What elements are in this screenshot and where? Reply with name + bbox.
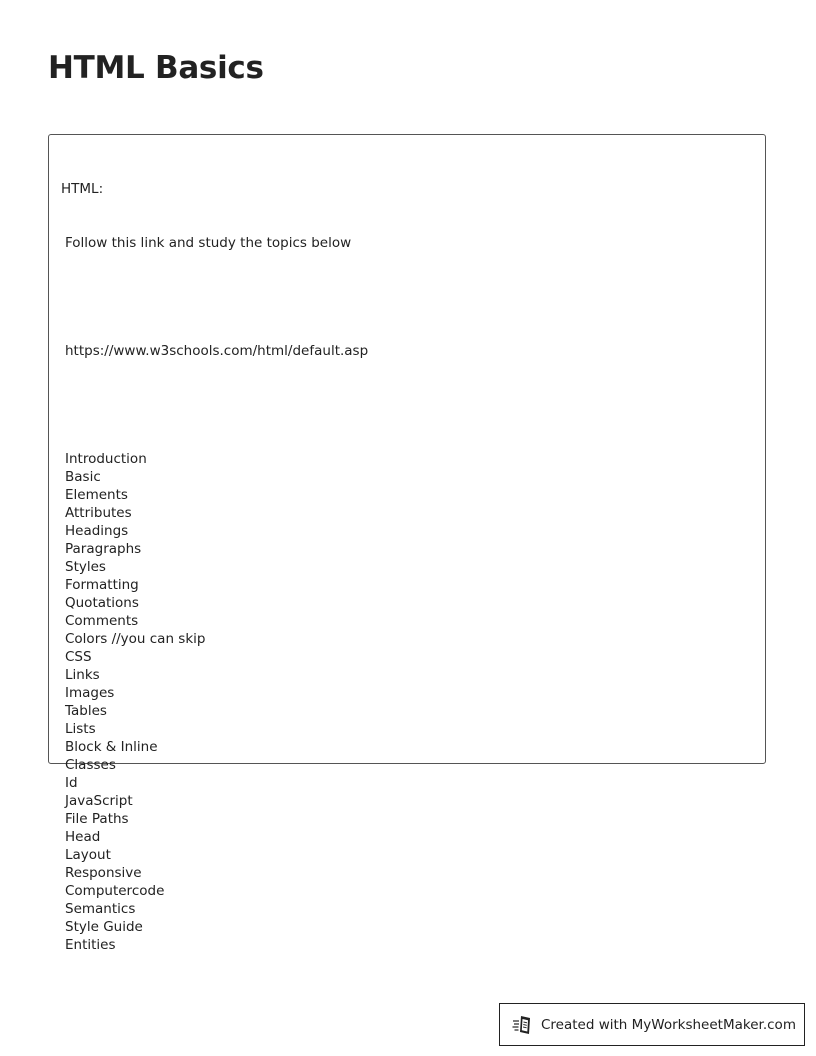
topic-item: Tables	[65, 703, 107, 719]
spacer	[61, 288, 755, 306]
topic-item: Style Guide	[65, 919, 143, 935]
box-content	[61, 144, 755, 990]
study-link[interactable]: https://www.w3schools.com/html/default.asp	[65, 343, 369, 359]
topic-list	[61, 450, 755, 954]
topic-item: Computercode	[65, 883, 165, 899]
topic-item: Basic	[65, 469, 101, 485]
topic-item: Styles	[65, 559, 106, 575]
page-title: HTML Basics	[48, 50, 264, 86]
topic-item: Paragraphs	[65, 541, 142, 557]
footer-badge	[499, 1003, 805, 1046]
topic-item: Elements	[65, 487, 128, 503]
topic-item: Attributes	[65, 505, 132, 521]
topic-item: Responsive	[65, 865, 142, 881]
box-heading: HTML:	[61, 181, 104, 197]
topic-item: CSS	[65, 649, 92, 665]
topic-item: Quotations	[65, 595, 139, 611]
topic-item: Links	[65, 667, 100, 683]
topic-item: Formatting	[65, 577, 139, 593]
topic-item: Classes	[65, 757, 116, 773]
topic-item: Lists	[65, 721, 96, 737]
topic-item: JavaScript	[65, 793, 133, 809]
topic-item: Colors //you can skip	[65, 631, 206, 647]
topic-item: Entities	[65, 937, 116, 953]
worksheet-maker-logo-icon	[512, 1014, 534, 1036]
instruction-text: Follow this link and study the topics below	[65, 235, 352, 251]
topic-item: Layout	[65, 847, 111, 863]
footer-text: Created with MyWorksheetMaker.com	[541, 1016, 796, 1033]
topic-item: Headings	[65, 523, 129, 539]
content-box	[48, 134, 766, 953]
topic-item: Id	[65, 775, 78, 791]
topic-item: Comments	[65, 613, 139, 629]
topic-item: Head	[65, 829, 101, 845]
topic-item: Introduction	[65, 451, 147, 467]
topic-item: Images	[65, 685, 115, 701]
topic-item: Block & Inline	[65, 739, 158, 755]
topic-item: Semantics	[65, 901, 136, 917]
spacer	[61, 396, 755, 414]
topic-item: File Paths	[65, 811, 129, 827]
